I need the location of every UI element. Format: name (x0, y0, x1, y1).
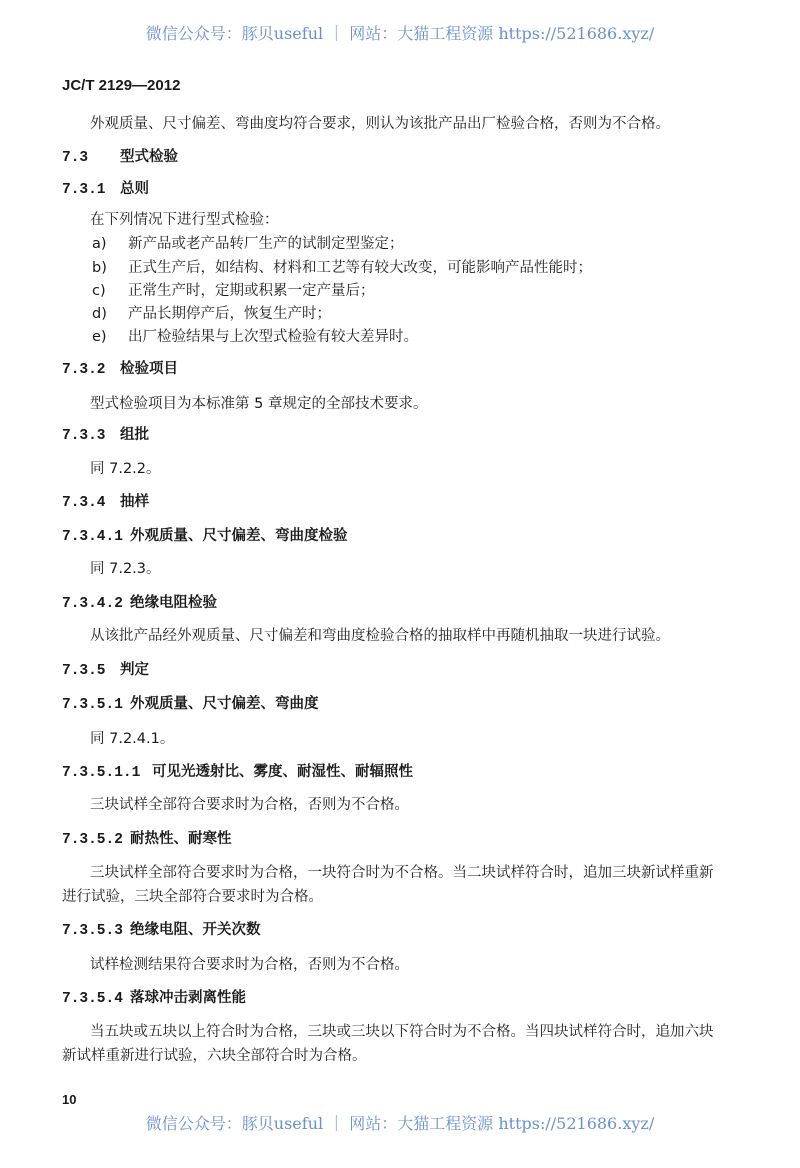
watermark-top: 微信公众号：豚贝useful ｜ 网站：大猫工程资源 https://521686.xyz/ (145, 24, 655, 43)
paragraph: 新试样重新进行试验，六块全部符合时为合格。 (62, 1048, 367, 1064)
section-number: 7.3.5 (62, 663, 106, 679)
paragraph: 进行试验，三块全部符合要求时为合格。 (62, 889, 323, 905)
section-number: 7.3.4.1 (62, 529, 123, 545)
section-heading (62, 694, 319, 715)
section-heading (62, 179, 149, 200)
section-number: 7.3.5.3 (62, 923, 123, 939)
paragraph: 同 7.2.4.1。 (90, 731, 175, 747)
section-heading (62, 147, 178, 168)
paragraph: 三块试样全部符合要求时为合格，一块符合时为不合格。当二块试样符合时，追加三块新试样重新 (90, 865, 714, 881)
section-heading (62, 762, 413, 783)
watermark-bottom: 微信公众号：豚贝useful ｜ 网站：大猫工程资源 https://521686.xyz/ (145, 1114, 655, 1133)
section-heading (62, 526, 348, 547)
page-number: 10 (62, 1092, 77, 1107)
paragraph: 同 7.2.3。 (90, 561, 161, 577)
paragraph: 从该批产品经外观质量、尺寸偏差和弯曲度检验合格的抽取样中再随机抽取一块进行试验。 (90, 628, 670, 644)
section-heading (62, 492, 149, 513)
section-number: 7.3.5.1 (62, 697, 123, 713)
paragraph: 外观质量、尺寸偏差、弯曲度均符合要求，则认为该批产品出厂检验合格，否则为不合格。 (90, 116, 670, 132)
list-label: d) (92, 306, 107, 322)
section-number: 7.3.3 (62, 428, 106, 444)
section-number: 7.3.5.1.1 (62, 765, 141, 781)
section-number: 7.3.2 (62, 362, 106, 378)
section-title: 型式检验 (120, 149, 178, 165)
section-number: 7.3.5.2 (62, 832, 123, 848)
section-heading (62, 359, 178, 380)
section-heading (62, 660, 149, 681)
section-number: 7.3.1 (62, 182, 106, 198)
standard-code: JC/T 2129—2012 (62, 77, 181, 94)
section-heading (62, 920, 261, 941)
list-text: 正常生产时，定期或积累一定产量后； (128, 283, 375, 299)
list-label: b) (92, 260, 107, 276)
paragraph: 当五块或五块以上符合时为合格，三块或三块以下符合时为不合格。当四块试样符合时，追加六块 (90, 1024, 714, 1040)
section-title: 绝缘电阻检验 (130, 595, 217, 611)
section-title: 可见光透射比、雾度、耐湿性、耐辐照性 (152, 764, 413, 780)
section-number: 7.3.5.4 (62, 991, 123, 1007)
list-text: 产品长期停产后，恢复生产时； (128, 306, 331, 322)
list-text: 正式生产后，如结构、材料和工艺等有较大改变，可能影响产品性能时； (128, 260, 592, 276)
section-title: 外观质量、尺寸偏差、弯曲度检验 (130, 528, 348, 544)
list-label: a) (92, 236, 107, 252)
section-heading (62, 988, 246, 1009)
paragraph: 同 7.2.2。 (90, 461, 161, 477)
section-title: 检验项目 (120, 361, 178, 377)
list-text: 出厂检验结果与上次型式检验有较大差异时。 (128, 329, 418, 345)
section-number: 7.3.4 (62, 495, 106, 511)
section-heading (62, 425, 149, 446)
list-text: 新产品或老产品转厂生产的试制定型鉴定； (128, 236, 404, 252)
section-number: 7.3 (62, 150, 89, 166)
list-label: c) (92, 283, 106, 299)
paragraph: 型式检验项目为本标准第 5 章规定的全部技术要求。 (90, 396, 428, 412)
section-heading (62, 593, 217, 614)
section-number: 7.3.4.2 (62, 596, 123, 612)
list-label: e) (92, 329, 107, 345)
section-title: 组批 (120, 427, 149, 443)
paragraph: 在下列情况下进行型式检验： (90, 212, 279, 228)
paragraph: 试样检测结果符合要求时为合格，否则为不合格。 (90, 957, 409, 973)
paragraph: 三块试样全部符合要求时为合格，否则为不合格。 (90, 797, 409, 813)
section-heading (62, 829, 232, 850)
section-title: 耐热性、耐寒性 (130, 831, 232, 847)
section-title: 落球冲击剥离性能 (130, 990, 246, 1006)
section-title: 判定 (120, 662, 149, 678)
section-title: 总则 (120, 181, 149, 197)
section-title: 外观质量、尺寸偏差、弯曲度 (130, 696, 319, 712)
section-title: 绝缘电阻、开关次数 (130, 922, 261, 938)
section-title: 抽样 (120, 494, 149, 510)
